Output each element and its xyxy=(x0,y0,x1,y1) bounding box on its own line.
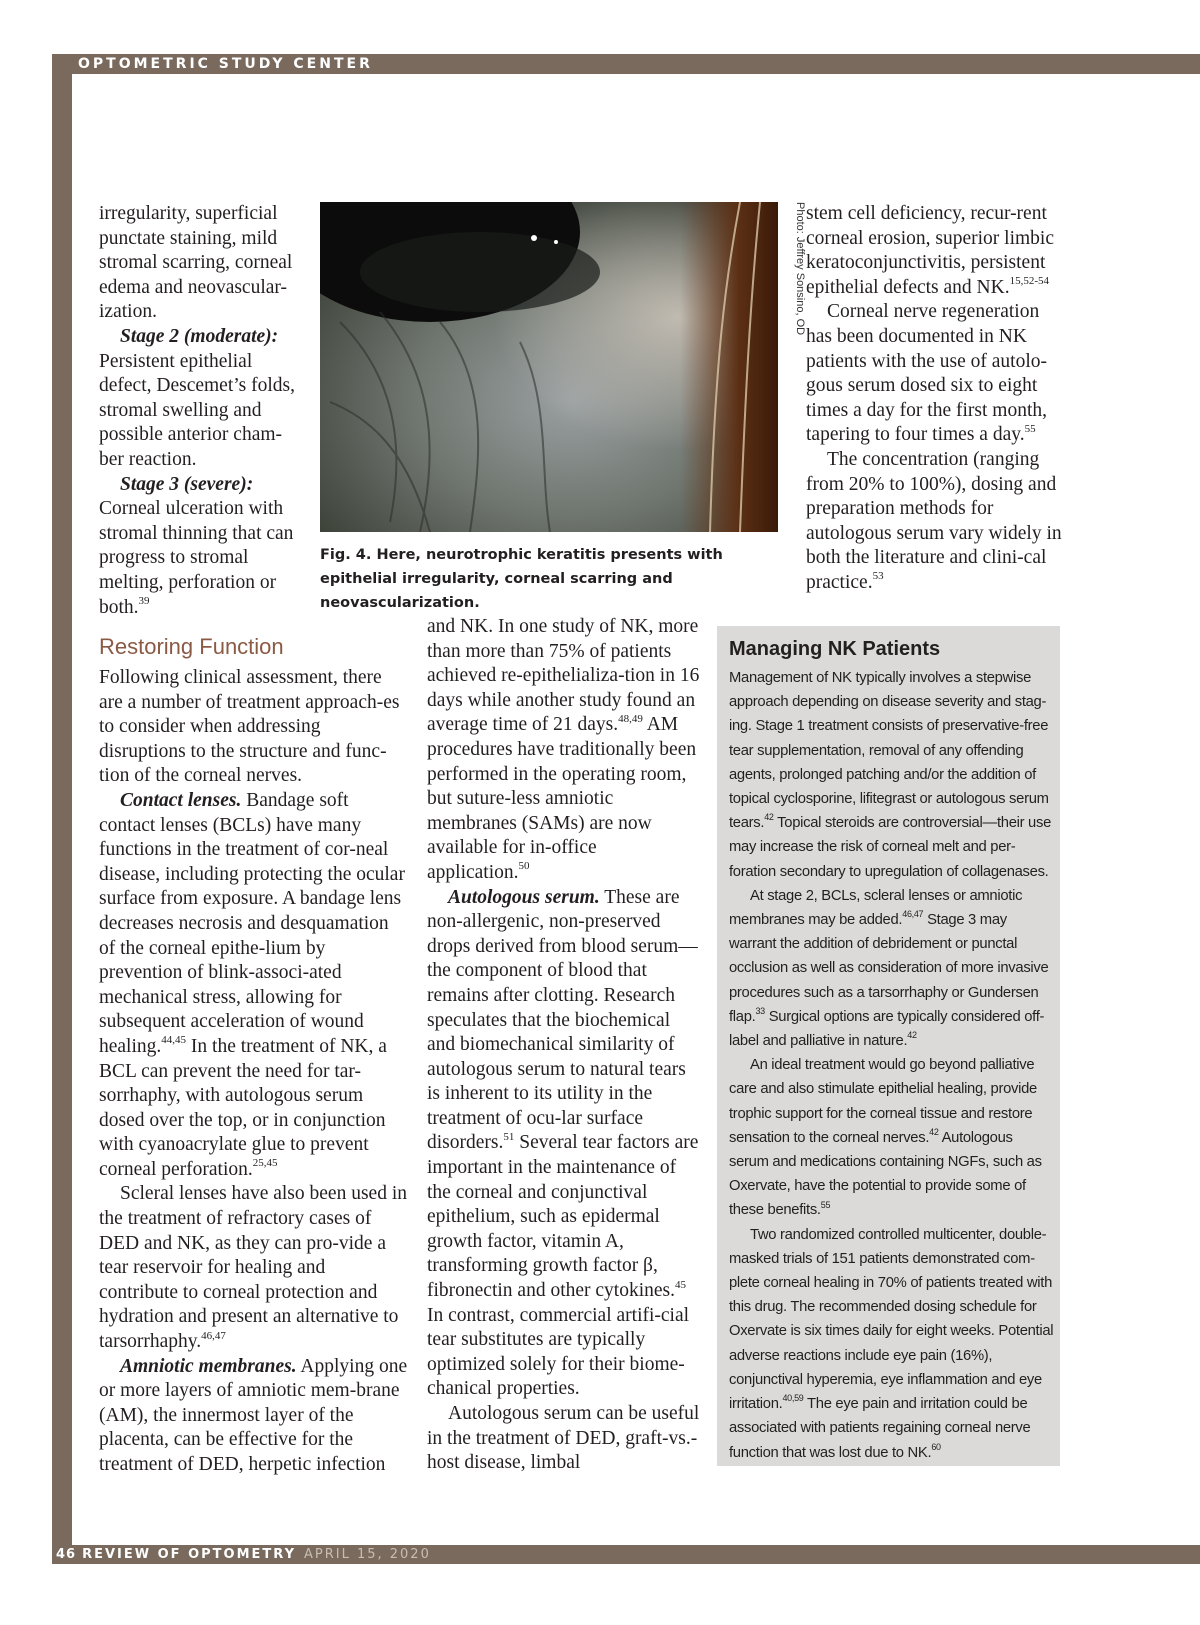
managing-nk-sidebar xyxy=(717,626,1060,1466)
eye-photo xyxy=(320,202,778,532)
left-border xyxy=(52,54,72,1564)
paragraph: An ideal treatment would go beyond palliative care and also stimulate epithelial healing, provide trophic support for the corneal tissue and restore sensation to the corneal nerves.$^{42}$ Autologous serum and medications containing NGFs, such as Oxervate, have the potential to provide some of these benefits.$^{55}$ xyxy=(729,1057,1042,1219)
stage-3-heading: Stage 3 (severe): xyxy=(120,473,254,495)
paragraph: Corneal nerve regeneration has been documented in NK patients with the use of autolo-gous serum dosed six to eight times a day for the first month, tapering to four times a day.$^{55}$ xyxy=(806,301,1047,446)
photo-credit: Photo: Jeffrey Sonsino, OD xyxy=(794,202,806,336)
figure-caption: Fig. 4. Here, neurotrophic keratitis presents with epithelial irregularity, corneal scarring and neovascularization. xyxy=(320,547,723,611)
issue-date: APRIL 15, 2020 xyxy=(303,1547,431,1562)
neurotrophic-keratitis-image xyxy=(320,202,778,532)
sidebar-body xyxy=(729,666,1054,1465)
paragraph: Corneal ulceration with stromal thinning that can progress to stromal melting, perforation or both.$^{39}$ xyxy=(99,498,294,618)
paragraph: The concentration (ranging from 20% to 100%), dosing and preparation methods for autologous serum vary widely in both the literature and clini-cal practice.$^{53}$ xyxy=(806,448,1062,593)
paragraph: Following clinical assessment, there are a number of treatment approach-es to consider when addressing disruptions to the structure and func-tion of the corneal nerves. xyxy=(99,667,400,787)
paragraph: Autologous serum can be useful in the treatment of DED, graft-vs.-host disease, limbal xyxy=(427,1403,700,1474)
paragraph: Two randomized controlled multicenter, double-masked trials of 151 patients demonstrated com-plete corneal healing in 70% of patients treated with this drug. The recommended dosing schedule for Oxervate is six times daily for eight weeks. Potential adverse reactions include eye pain (16%), conjunctival hyperemia, eye inflammation and eye irritation.$^{40,59}$ The eye pain and irritation could be associated with patients regaining corneal nerve function that was lost due to NK.$^{60}$ xyxy=(729,1226,1054,1461)
paragraph: Scleral lenses have also been used in the treatment of refractory cases of DED and NK, as they can pro-vide a tear reservoir for healing and contribute to corneal protection and hydration and present an alternative to tarsorrhaphy.$^{46,47}$ xyxy=(99,1183,407,1353)
section-heading: Restoring Function xyxy=(99,634,284,659)
column-1-upper xyxy=(99,202,304,620)
section-title: OPTOMETRIC STUDY CENTER xyxy=(78,56,373,72)
publication-name: REVIEW OF OPTOMETRY xyxy=(82,1547,296,1562)
paragraph: At stage 2, BCLs, scleral lenses or amniotic membranes may be added.$^{46,47}$ Stage 3 may warrant the addition of debridement or punctal occlusion as well as consideration of more invasive procedures such as a tarsorrhaphy or Gundersen flap.$^{33}$ Surgical options are typically considered off-label and palliative in nature.$^{42}$ xyxy=(729,887,1049,1050)
header-bar xyxy=(52,54,1200,74)
paragraph: Amniotic membranes. Applying one or more layers of amniotic mem-brane (AM), the innermost layer of the placenta, can be effective for the treatment of DED, herpetic infection xyxy=(99,1355,408,1475)
paragraph: stem cell deficiency, recur-rent corneal erosion, superior limbic keratoconjunctivitis, persistent epithelial defects and NK.$^{15,52-54}$ xyxy=(806,203,1055,298)
paragraph: irregularity, superficial punctate staining, mild stromal scarring, corneal edema and neovascular-ization. xyxy=(99,203,293,323)
stage-2-heading: Stage 2 (moderate): xyxy=(120,325,279,347)
column-2 xyxy=(427,615,702,1476)
paragraph: Persistent epithelial defect, Descemet’s folds, stromal swelling and possible anterior cham-ber reaction. xyxy=(99,350,296,470)
paragraph: Autologous serum. These are non-allergenic, non-preserved drops derived from blood serum—the component of blood that remains after clotting. Research speculates that the biochemical and biomechanical similarity of autologous serum to natural tears is inherent to its utility in the treatment of ocu-lar surface disorders.$^{51}$ Several tear factors are important in the maintenance of the corneal and conjunctival epithelium, such as epidermal growth factor, vitamin A, transforming growth factor β, fibronectin and other cytokines.$^{45}$ In contrast, commercial artifi-cial tear substitutes are typically optimized solely for their biome-chanical properties. xyxy=(427,886,699,1400)
column-1-lower xyxy=(99,666,409,1478)
footer xyxy=(56,1547,431,1563)
page-number: 46 xyxy=(56,1547,77,1562)
paragraph: Management of NK typically involves a stepwise approach depending on disease severity and stag-ing. Stage 1 treatment consists of preservative-free tear supplementation, removal of any offending agents, prolonged patching and/or the addition of topical cyclosporine, lifitegrast or autologous serum tears.$^{42}$ Topical steroids are controversial—their use may increase the risk of corneal melt and per-foration secondary to upregulation of collagenases. xyxy=(729,670,1052,880)
paragraph: and NK. In one study of NK, more than more than 75% of patients achieved re-epithelializa-tion in 16 days while another study found an average time of 21 days.$^{48,49}$ AM procedures have traditionally been performed in the operating room, but suture-less amniotic membranes (SAMs) are now available for in-office application.$^{50}$ xyxy=(427,616,700,883)
sidebar-title: Managing NK Patients xyxy=(729,638,941,660)
column-3 xyxy=(806,202,1062,596)
paragraph: Contact lenses. Bandage soft contact lenses (BCLs) have many functions in the treatment of cor-neal disease, including protecting the ocular surface from exposure. A bandage lens decreases necrosis and desquamation of the corneal epithe-lium by prevention of blink-associ-ated mechanical stress, allowing for subsequent acceleration of wound healing.$^{44,45}$ In the treatment of NK, a BCL can prevent the need for tar-sorrhaphy, with autologous serum dosed over the top, or in conjunction with cyanoacrylate glue to prevent corneal perforation.$^{25,45}$ xyxy=(99,789,405,1180)
